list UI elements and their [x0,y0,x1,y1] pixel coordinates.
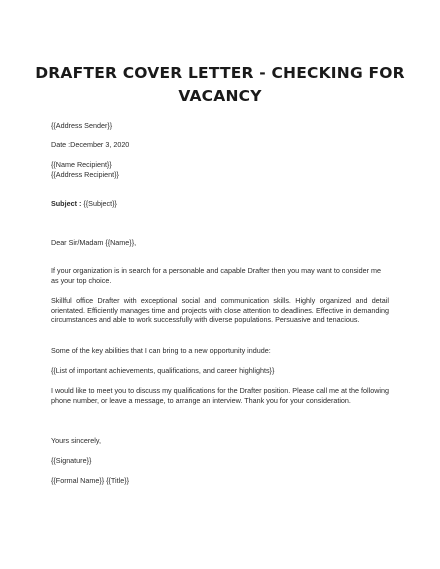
letter-date: Date :December 3, 2020 [51,140,130,149]
address-recipient: {{Address Recipient}} [51,169,119,179]
name-recipient: {{Name Recipient}} [51,160,112,169]
subject-value: {{Subject}} [81,199,117,208]
address-sender: {{Address Sender}} [51,121,113,130]
salutation: Dear Sir/Madam {{Name}}, [51,238,137,247]
paragraph-abilities: Some of the key abilities that I can bring to a new opportunity indude: [51,346,271,355]
letter-title: DRAFTER COVER LETTER - CHECKING FOR VACANCY [35,64,405,105]
subject-label: Subject : [51,199,82,208]
paragraph-intro: If your organization is in search for a personable and capable Drafter then you may want to consider me as your top choice. [51,266,382,285]
paragraph-skills: Skillful office Drafter with exceptional social and communication skills. Highly organized and detail orientated. Efficiently manages time and projects with close attention to deadlines. Effective in demanding circumstances and able to work successfully with diverse populations. Persuasive and tenacious. [51,296,389,325]
formal-name-title: {{Formal Name}} {{Title}} [51,476,130,485]
paragraph-closing-request: I would like to meet you to discuss my qualifications for the Drafter position. Please call me at the following phone number, or leave a message, to arrange an interview. Thank you for your consideration. [51,386,389,405]
closing: Yours sincerely, [51,436,101,445]
subject-line [51,199,117,208]
paragraph-achievements: {{List of important achievements, qualifications, and career highlights}} [51,366,275,375]
signature: {{Signature}} [51,456,92,465]
